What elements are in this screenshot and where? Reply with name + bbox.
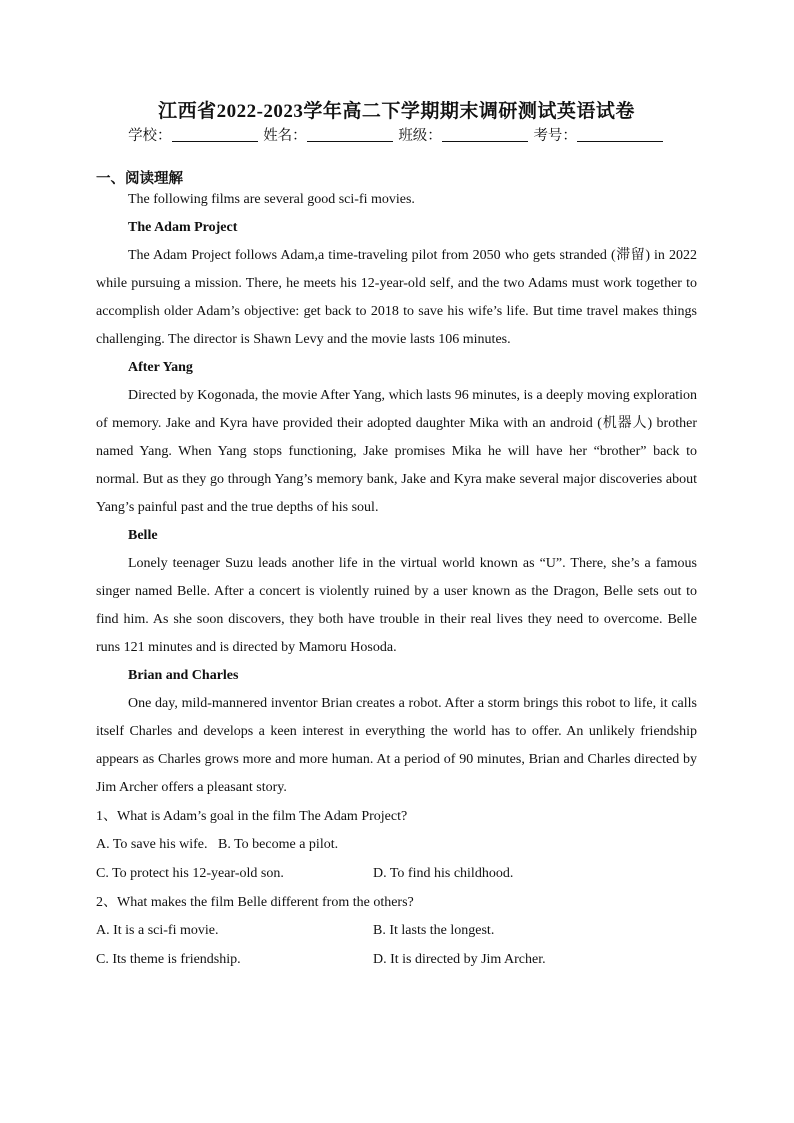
option-b[interactable]: B. It lasts the longest. xyxy=(373,923,495,938)
exam-number-blank[interactable] xyxy=(577,127,663,142)
option-a[interactable]: A. It is a sci-fi movie. xyxy=(96,923,219,938)
option-row xyxy=(96,946,697,975)
film-title: The Adam Project xyxy=(128,220,238,235)
reading-passage xyxy=(96,186,697,974)
exam-number-label: 考号： xyxy=(533,128,577,144)
option-row xyxy=(96,917,697,946)
question-1 xyxy=(96,802,697,888)
school-label: 学校： xyxy=(128,128,172,144)
name-label: 姓名： xyxy=(263,128,307,144)
option-d[interactable]: D. It is directed by Jim Archer. xyxy=(373,951,546,967)
film-title: Belle xyxy=(128,528,158,543)
name-blank[interactable] xyxy=(307,127,393,142)
option-d[interactable]: D. To find his childhood. xyxy=(373,865,514,881)
student-info-line xyxy=(96,124,697,145)
page-title: 江西省2022-2023学年高二下学期期末调研测试英语试卷 xyxy=(158,101,635,122)
film-description: One day, mild-mannered inventor Brian creates a robot. After a storm brings this robot to life, it calls itself Charles and develops a keen interest in everything the world has to offer. An unlikely friendship appears as Charles grows more and more human. At a period of 90 minutes, Brian and Charles directed by Jim Archer offers a pleasant story. xyxy=(96,696,697,795)
class-label: 班级： xyxy=(398,128,442,144)
film-title: Brian and Charles xyxy=(128,668,239,683)
option-row xyxy=(96,860,697,889)
class-blank[interactable] xyxy=(442,127,528,142)
film-description: The Adam Project follows Adam,a time-traveling pilot from 2050 who gets stranded (滞留) in 2022 while pursuing a mission. There, he meets his 12-year-old self, and the two Adams must work together to accomplish older Adam’s objective: get back to 2018 to save his wife’s life. But time travel makes things challenging. The director is Shawn Levy and the movie lasts 106 minutes. xyxy=(96,248,697,347)
film-title: After Yang xyxy=(128,360,193,375)
film-description: Lonely teenager Suzu leads another life in the virtual world known as “U”. There, she’s a famous singer named Belle. After a concert is violently ruined by a user known as the Dragon, Belle sets out to find him. As she soon discovers, they both have trouble in their real lives they need to overcome. Belle runs 121 minutes and is directed by Mamoru Hosoda. xyxy=(96,556,697,655)
option-text[interactable]: A. To save his wife. B. To become a pilot. xyxy=(96,837,339,852)
option-c[interactable]: C. Its theme is friendship. xyxy=(96,951,241,967)
section-heading: 一、阅读理解 xyxy=(96,171,183,187)
question-2 xyxy=(96,888,697,974)
film-description: Directed by Kogonada, the movie After Yang, which lasts 96 minutes, is a deeply moving exploration of memory. Jake and Kyra have provided their adopted daughter Mika with an android (机器人) brother named Yang. When Yang stops functioning, Jake promises Mika he will have her “brother” back to normal. But as they go through Yang’s memory bank, Jake and Kyra make several major discoveries about Yang’s painful past and the true depths of his soul. xyxy=(96,388,697,515)
intro-text: The following films are several good sci-fi movies. xyxy=(128,192,415,207)
school-blank[interactable] xyxy=(172,127,258,142)
option-row xyxy=(96,831,697,860)
question-stem: 1、What is Adam’s goal in the film The Adam Project? xyxy=(96,809,408,824)
question-stem: 2、What makes the film Belle different from the others? xyxy=(96,895,414,910)
option-c[interactable]: C. To protect his 12-year-old son. xyxy=(96,865,284,881)
